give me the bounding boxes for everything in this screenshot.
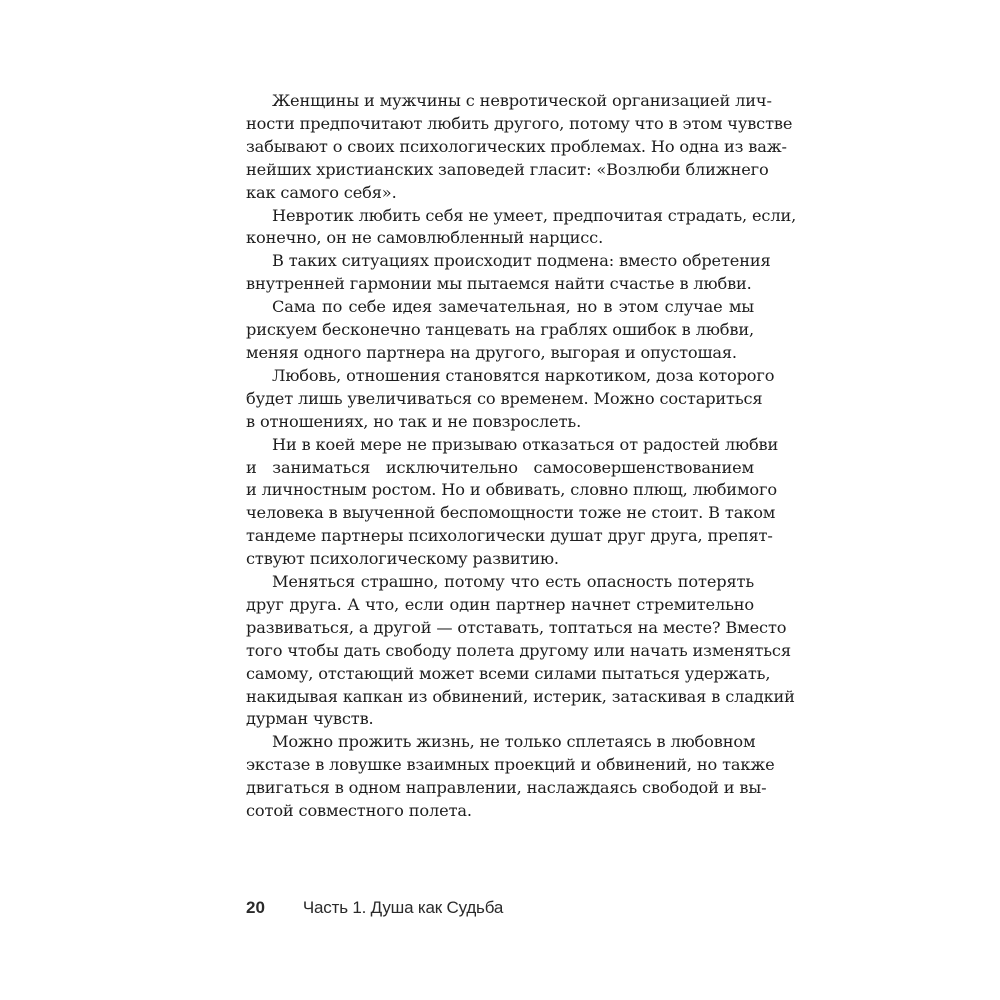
text-line: внутренней гармонии мы пытаемся найти счастье в любви.	[246, 274, 752, 294]
paragraph	[246, 296, 754, 365]
text-line: рискуем бесконечно танцевать на граблях ошибок в любви,	[246, 320, 754, 340]
text-line: и заниматься исключительно самосовершенствованием	[246, 457, 754, 477]
text-line: человека в выученной беспомощности тоже не стоит. В таком	[246, 503, 776, 523]
text-line: Сама по себе идея замечательная, но в этом случае мы	[272, 297, 754, 317]
text-line: конечно, он не самовлюбленный нарцисс.	[246, 228, 604, 248]
text-line: В таких ситуациях происходит подмена: вместо обретения	[272, 251, 771, 271]
text-line: Меняться страшно, потому что есть опасность потерять	[272, 572, 754, 592]
text-line: ствуют психологическому развитию.	[246, 549, 559, 569]
text-line: Невротик любить себя не умеет, предпочитая страдать, если,	[272, 205, 797, 225]
text-line: двигаться в одном направлении, наслаждаясь свободой и вы-	[246, 778, 767, 798]
page-footer	[246, 898, 503, 926]
paragraph	[246, 434, 779, 571]
text-line: Ни в коей мере не призываю отказаться от радостей любви	[272, 434, 779, 454]
text-line: нейших христианских заповедей гласит: «Возлюби ближнего	[246, 159, 769, 179]
body-text	[246, 90, 797, 823]
text-line: экстазе в ловушке взаимных проекций и обвинений, но также	[246, 755, 775, 775]
text-line: в отношениях, но так и не повзрослеть.	[246, 411, 582, 431]
text-line: Можно прожить жизнь, не только сплетаясь в любовном	[272, 732, 756, 752]
text-line: как самого себя».	[246, 182, 397, 202]
text-line: самому, отстающий может всеми силами пытаться удержать,	[246, 663, 771, 683]
page-number: 20	[246, 898, 265, 917]
text-line: Любовь, отношения становятся наркотиком, доза которого	[272, 365, 775, 385]
paragraph	[246, 205, 797, 251]
text-line: тандеме партнеры психологически душат друг друга, препят-	[246, 526, 773, 546]
text-line: ности предпочитают любить другого, потому что в этом чувстве	[246, 113, 793, 133]
text-line: развиваться, а другой — отставать, топтаться на месте? Вместо	[246, 617, 787, 637]
paragraph	[246, 571, 795, 731]
text-line: того чтобы дать свободу полета другому или начать изменяться	[246, 640, 791, 660]
text-line: будет лишь увеличиваться со временем. Можно состариться	[246, 388, 763, 408]
text-line: сотой совместного полета.	[246, 801, 472, 821]
text-line: дурман чувств.	[246, 709, 374, 729]
text-line: накидывая капкан из обвинений, истерик, затаскивая в сладкий	[246, 686, 795, 706]
paragraph	[246, 90, 793, 205]
running-head: Часть 1. Душа как Судьба	[302, 898, 504, 917]
paragraph	[246, 731, 775, 823]
text-line: и личностным ростом. Но и обвивать, словно плющ, любимого	[246, 480, 777, 500]
text-line: забывают о своих психологических проблемах. Но одна из важ-	[246, 136, 787, 156]
text-line: Женщины и мужчины с невротической организацией лич-	[272, 91, 772, 110]
paragraph	[246, 250, 771, 296]
paragraph	[246, 365, 775, 434]
text-line: меняя одного партнера на другого, выгорая и опустошая.	[246, 342, 737, 362]
text-line: друг друга. А что, если один партнер начнет стремительно	[246, 594, 754, 614]
